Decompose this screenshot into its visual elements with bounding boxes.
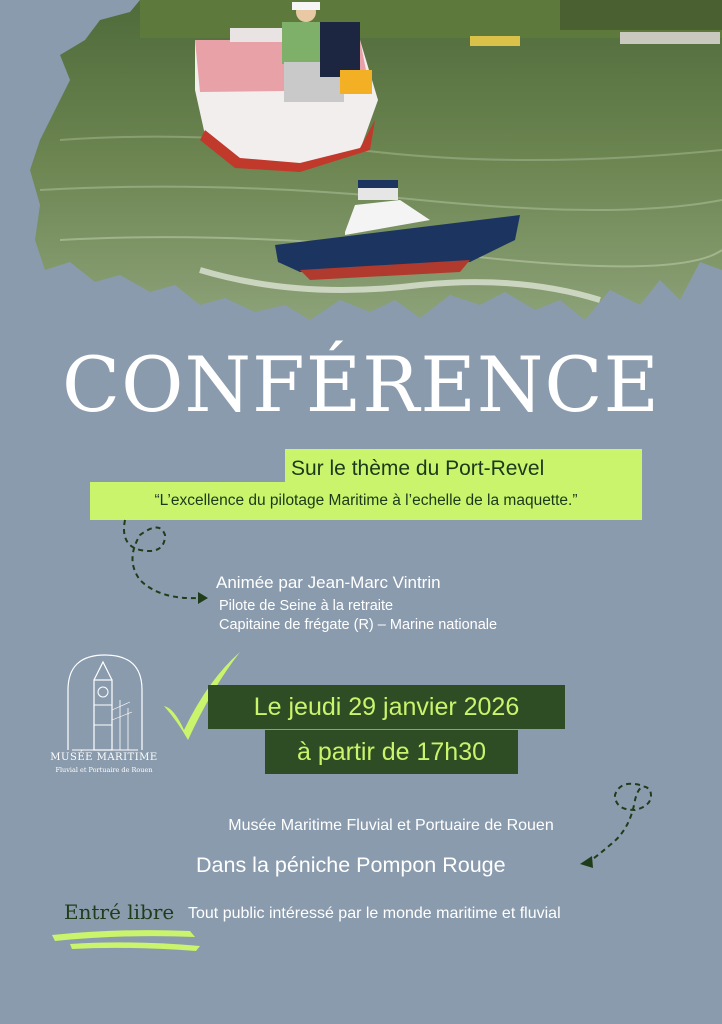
arrow-head-icon bbox=[198, 592, 208, 604]
theme-quote: “L’excellence du pilotage Maritime à l’echelle de la maquette.” bbox=[90, 482, 642, 520]
free-entry-label: Entré libre bbox=[64, 900, 175, 924]
logo-subtitle: Fluvial et Portuaire de Rouen bbox=[55, 766, 153, 774]
conference-title: CONFÉRENCE bbox=[62, 340, 660, 429]
logo-name: MUSÉE MARITIME bbox=[50, 752, 158, 763]
venue-place: Dans la péniche Pompon Rouge bbox=[196, 853, 506, 877]
presenter-role-1: Pilote de Seine à la retraite bbox=[219, 598, 394, 614]
model-boats-photo bbox=[0, 0, 722, 330]
presenter-role-2: Capitaine de frégate (R) – Marine nationale bbox=[219, 617, 498, 633]
audience-text: Tout public intéressé par le monde maritime et fluvial bbox=[188, 905, 561, 922]
presenter-name: Animée par Jean-Marc Vintrin bbox=[216, 573, 441, 592]
theme-heading: Sur le thème du Port-Revel bbox=[285, 449, 642, 489]
venue-museum: Musée Maritime Fluvial et Portuaire de Rouen bbox=[228, 817, 554, 834]
event-date: Le jeudi 29 janvier 2026 bbox=[208, 685, 565, 729]
event-time: à partir de 17h30 bbox=[265, 730, 518, 774]
